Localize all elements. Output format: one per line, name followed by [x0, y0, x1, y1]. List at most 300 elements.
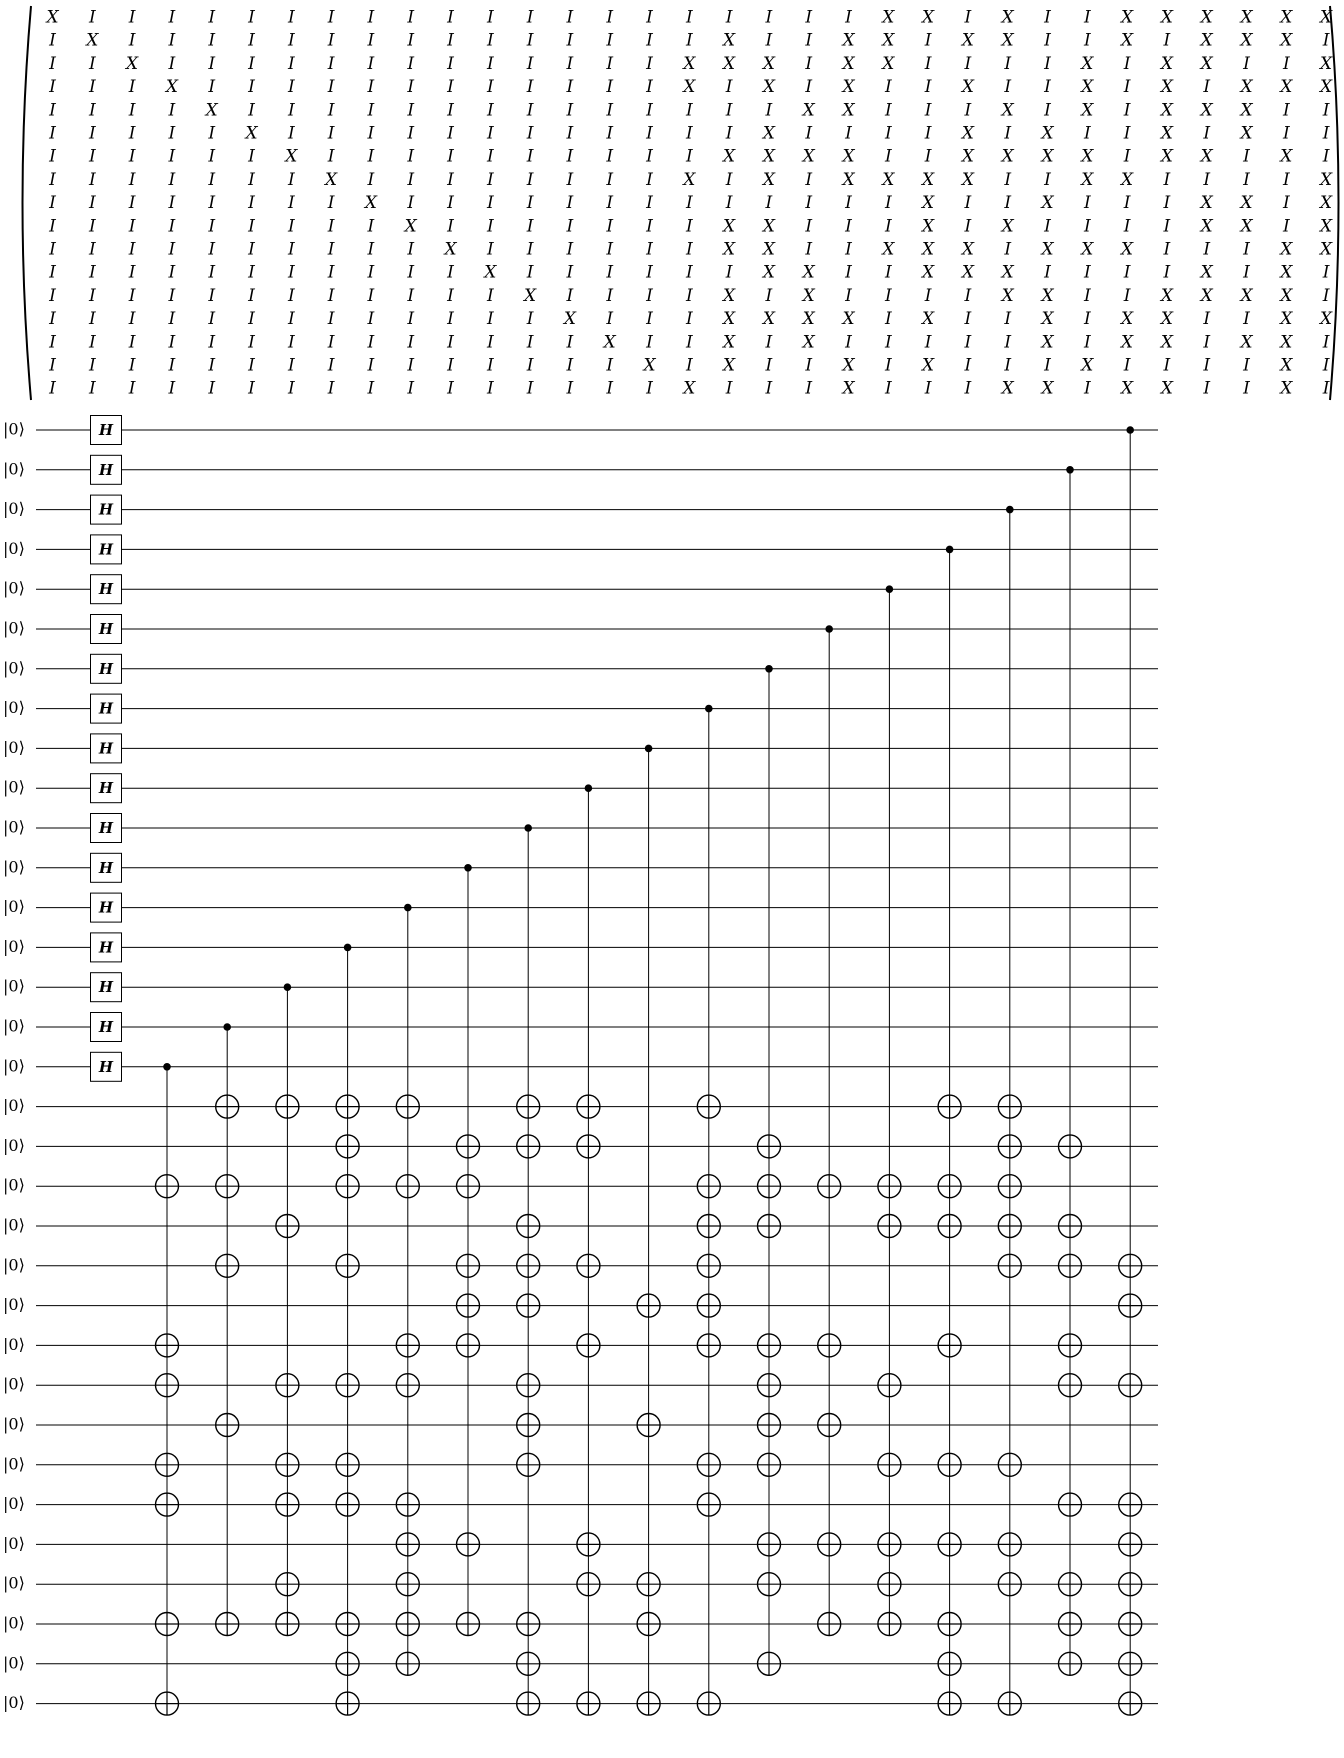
matrix-cell: I [208, 53, 216, 74]
cnot-target [998, 1692, 1021, 1715]
matrix-cell: I [964, 355, 972, 376]
matrix-cell: I [327, 146, 335, 167]
matrix-cell: I [646, 77, 653, 98]
matrix-cell: X [802, 100, 815, 121]
matrix-cell: X [1081, 77, 1094, 98]
matrix-cell: I [447, 53, 454, 74]
wire-label: |0⟩ [3, 1175, 25, 1195]
matrix-cell: I [606, 193, 614, 214]
hadamard-label: H [98, 620, 114, 638]
hadamard-label: H [98, 739, 114, 758]
matrix-cell: X [1001, 100, 1014, 121]
matrix-cell: X [842, 355, 855, 376]
matrix-cell: I [327, 77, 335, 98]
matrix-cell: I [725, 77, 733, 98]
matrix-cell: I [327, 123, 335, 144]
matrix-cell: X [1081, 169, 1094, 190]
matrix-cell: I [128, 378, 136, 399]
matrix-cell: I [88, 285, 96, 306]
matrix-cell: I [526, 355, 534, 376]
matrix-cell: I [128, 262, 136, 283]
matrix-cell: I [526, 169, 534, 190]
matrix-cell: X [882, 7, 895, 28]
matrix-cell: I [407, 30, 415, 51]
cnot-target [276, 1095, 299, 1118]
wire-label: |0⟩ [3, 1334, 25, 1354]
matrix-cell: I [646, 285, 653, 306]
matrix-cell: X [1280, 378, 1293, 399]
matrix-cell: I [884, 285, 892, 306]
matrix-cell: I [964, 53, 972, 74]
matrix-cell: I [805, 77, 813, 98]
control-dot [344, 944, 352, 952]
matrix-cell: I [964, 309, 972, 330]
matrix-cell: X [683, 169, 696, 190]
matrix-cell: I [646, 123, 653, 144]
matrix-cell: I [606, 216, 614, 237]
wire-label: |0⟩ [3, 1494, 25, 1514]
matrix-cell: I [566, 239, 574, 260]
matrix-cell: I [447, 146, 454, 167]
matrix-cell: I [765, 193, 773, 214]
matrix-cell: I [685, 309, 693, 330]
matrix-cell: I [566, 53, 574, 74]
matrix-cell: X [723, 355, 736, 376]
matrix-cell: X [842, 77, 855, 98]
matrix-cell: I [49, 285, 56, 306]
matrix-cell: X [1280, 309, 1293, 330]
matrix-cell: I [765, 285, 773, 306]
cnot-target [637, 1573, 660, 1596]
cnot-target [758, 1135, 781, 1158]
matrix-cell: I [447, 30, 454, 51]
matrix-cell: I [88, 77, 96, 98]
stabilizer-matrix [23, 6, 1339, 400]
matrix-cell: I [287, 262, 295, 283]
matrix-cell: X [1081, 100, 1094, 121]
matrix-cell: I [1243, 378, 1250, 399]
matrix-cell: I [407, 239, 415, 260]
matrix-cell: I [407, 309, 415, 330]
matrix-cell: I [327, 30, 335, 51]
cnot-target [998, 1215, 1021, 1238]
matrix-cell: I [1123, 146, 1131, 167]
matrix-cell: I [1044, 53, 1051, 74]
matrix-cell: I [49, 100, 56, 121]
matrix-cell: X [1041, 378, 1054, 399]
matrix-cell: X [882, 169, 895, 190]
matrix-cell: I [248, 332, 255, 353]
matrix-cell: I [447, 77, 454, 98]
cnot-target [697, 1334, 720, 1357]
cnot-target [818, 1613, 841, 1636]
matrix-cell: I [248, 262, 255, 283]
matrix-cell: I [1203, 332, 1211, 353]
matrix-cell: I [646, 262, 653, 283]
control-dot [404, 904, 412, 912]
matrix-cell: I [88, 262, 96, 283]
cnot-target [758, 1215, 781, 1238]
cnot-target [517, 1414, 540, 1437]
matrix-cell: X [484, 262, 497, 283]
matrix-cell: X [802, 285, 815, 306]
matrix-cell: X [1041, 332, 1054, 353]
matrix-cell: I [1203, 309, 1211, 330]
matrix-cell: I [168, 309, 176, 330]
wire-label: |0⟩ [3, 777, 25, 797]
matrix-cell: I [606, 123, 614, 144]
matrix-cell: I [1004, 77, 1012, 98]
matrix-cell: X [842, 53, 855, 74]
matrix-cell: I [327, 262, 335, 283]
control-dot [1126, 426, 1134, 434]
matrix-cell: I [248, 169, 255, 190]
matrix-cell: I [1004, 193, 1012, 214]
matrix-cell: I [1044, 355, 1051, 376]
matrix-cell: I [765, 30, 773, 51]
cnot-target [878, 1573, 901, 1596]
matrix-cell: X [762, 309, 775, 330]
matrix-cell: I [1004, 355, 1012, 376]
matrix-cell: X [802, 146, 815, 167]
cnot-target [276, 1453, 299, 1476]
matrix-cell: I [526, 239, 534, 260]
matrix-cell: I [1083, 30, 1091, 51]
matrix-cell: I [725, 262, 733, 283]
matrix-cell: I [1004, 123, 1012, 144]
cnot-target [396, 1374, 419, 1397]
matrix-cell: I [606, 77, 614, 98]
cnot-target [457, 1613, 480, 1636]
matrix-cell: X [1240, 7, 1253, 28]
cnot-target [216, 1254, 239, 1277]
matrix-cell: I [964, 7, 972, 28]
matrix-cell: I [49, 77, 56, 98]
matrix-cell: I [1083, 332, 1091, 353]
control-dot [886, 585, 894, 593]
matrix-cell: I [884, 262, 892, 283]
matrix-cell: I [884, 216, 892, 237]
matrix-cell: X [922, 262, 935, 283]
control-dot [765, 665, 773, 673]
matrix-cell: I [486, 355, 494, 376]
matrix-cell: X [683, 77, 696, 98]
matrix-cell: I [168, 7, 176, 28]
matrix-cell: I [447, 7, 454, 28]
cnot-target [758, 1453, 781, 1476]
matrix-cell: X [1121, 309, 1134, 330]
matrix-cell: I [208, 77, 216, 98]
matrix-cell: X [1280, 355, 1293, 376]
matrix-cell: I [526, 100, 534, 121]
matrix-cell: I [49, 378, 56, 399]
matrix-cell: I [606, 355, 614, 376]
wire-label: |0⟩ [3, 1255, 25, 1275]
matrix-cell: I [327, 285, 335, 306]
matrix-cell: X [285, 146, 298, 167]
cnot-target [336, 1175, 359, 1198]
matrix-cell: X [1001, 7, 1014, 28]
matrix-cell: I [88, 239, 96, 260]
matrix-cell: I [566, 146, 574, 167]
cnot-target [517, 1294, 540, 1317]
matrix-cell: I [805, 53, 813, 74]
cnot-target [938, 1692, 961, 1715]
matrix-cell: I [208, 285, 216, 306]
matrix-cell: I [447, 285, 454, 306]
matrix-cell: I [168, 216, 176, 237]
cnot-target [216, 1175, 239, 1198]
matrix-cell: X [1121, 169, 1134, 190]
cnot-target [156, 1175, 179, 1198]
matrix-cell: X [1200, 216, 1213, 237]
matrix-cell: I [924, 332, 932, 353]
matrix-cell: I [208, 169, 216, 190]
matrix-cell: I [924, 123, 932, 144]
matrix-cell: I [168, 123, 176, 144]
matrix-cell: I [1123, 285, 1131, 306]
matrix-cell: I [1322, 285, 1330, 306]
cnot-target [938, 1215, 961, 1238]
wire-label: |0⟩ [3, 857, 25, 877]
cnot-target [396, 1533, 419, 1556]
wire-label: |0⟩ [3, 936, 25, 956]
matrix-cell: X [1001, 146, 1014, 167]
matrix-cell: X [961, 239, 974, 260]
matrix-cell: I [1163, 262, 1171, 283]
cnot-target [818, 1533, 841, 1556]
matrix-cell: X [1081, 53, 1094, 74]
matrix-cell: I [208, 30, 216, 51]
matrix-cell: I [208, 216, 216, 237]
matrix-cell: I [1083, 262, 1091, 283]
matrix-cell: I [168, 239, 176, 260]
matrix-cell: I [845, 239, 852, 260]
matrix-cell: I [526, 262, 534, 283]
cnot-target [517, 1254, 540, 1277]
control-dot [946, 546, 954, 554]
matrix-cell: I [49, 30, 56, 51]
matrix-cell: I [287, 169, 295, 190]
matrix-cell: I [606, 146, 614, 167]
cnot-target [998, 1533, 1021, 1556]
matrix-cell: I [884, 146, 892, 167]
cnot-target [396, 1175, 419, 1198]
matrix-cell: I [447, 355, 454, 376]
matrix-cell: I [287, 216, 295, 237]
matrix-cell: I [49, 193, 56, 214]
wire-label: |0⟩ [3, 538, 25, 558]
matrix-cell: I [287, 77, 295, 98]
matrix-cell: I [49, 332, 56, 353]
cnot-target [697, 1175, 720, 1198]
matrix-cell: I [486, 239, 494, 260]
matrix-cell: I [407, 332, 415, 353]
matrix-cell: I [88, 355, 96, 376]
matrix-cell: I [287, 100, 295, 121]
matrix-cell: I [1004, 239, 1012, 260]
matrix-cell: X [1200, 146, 1213, 167]
matrix-cell: I [49, 216, 56, 237]
matrix-cell: I [248, 285, 255, 306]
cnot-target [878, 1613, 901, 1636]
cnot-target [998, 1135, 1021, 1158]
matrix-cell: X [1121, 378, 1134, 399]
cnot-target [276, 1613, 299, 1636]
matrix-cell: X [1121, 239, 1134, 260]
matrix-cell: X [1001, 30, 1014, 51]
matrix-cell: X [1041, 193, 1054, 214]
matrix-cell: X [126, 53, 139, 74]
matrix-cell: I [1163, 169, 1171, 190]
matrix-cell: I [725, 378, 733, 399]
matrix-cell: I [128, 216, 136, 237]
matrix-cell: I [168, 53, 176, 74]
matrix-cell: I [1163, 216, 1171, 237]
matrix-cell: X [1121, 30, 1134, 51]
matrix-cell: I [447, 193, 454, 214]
control-dot [825, 625, 833, 633]
matrix-cell: I [805, 216, 813, 237]
matrix-cell: I [128, 332, 136, 353]
matrix-cell: I [765, 378, 773, 399]
cnot-target [878, 1374, 901, 1397]
matrix-cell: I [486, 216, 494, 237]
matrix-cell: I [128, 193, 136, 214]
matrix-cell: X [1041, 285, 1054, 306]
cnot-target [697, 1294, 720, 1317]
hadamard-label: H [98, 500, 114, 519]
matrix-cell: I [1083, 309, 1091, 330]
wire-label: |0⟩ [3, 459, 25, 479]
cnot-target [637, 1692, 660, 1715]
cnot-target [998, 1573, 1021, 1596]
matrix-cell: I [964, 193, 972, 214]
matrix-cell: X [1160, 309, 1173, 330]
matrix-cell: I [128, 355, 136, 376]
matrix-cell: I [526, 30, 534, 51]
matrix-cell: I [845, 7, 852, 28]
cnot-target [517, 1652, 540, 1675]
cnot-target [577, 1533, 600, 1556]
matrix-cell: I [1282, 100, 1290, 121]
matrix-cell: I [248, 100, 255, 121]
cnot-target [1119, 1692, 1142, 1715]
cnot-target [577, 1135, 600, 1158]
matrix-cell: I [845, 262, 852, 283]
matrix-cell: X [1280, 146, 1293, 167]
matrix-cell: X [922, 7, 935, 28]
cnot-target [758, 1533, 781, 1556]
matrix-cell: X [46, 7, 59, 28]
cnot-target [637, 1613, 660, 1636]
matrix-cell: I [1083, 193, 1091, 214]
matrix-cell: I [248, 53, 255, 74]
matrix-cell: X [1160, 53, 1173, 74]
matrix-cell: I [168, 262, 176, 283]
matrix-cell: I [845, 216, 852, 237]
matrix-cell: I [845, 193, 852, 214]
cnot-target [878, 1453, 901, 1476]
matrix-cell: X [1001, 378, 1014, 399]
matrix-cell: I [447, 309, 454, 330]
matrix-cell: I [168, 30, 176, 51]
cnot-target [818, 1414, 841, 1437]
matrix-cell: I [1243, 262, 1250, 283]
matrix-cell: I [128, 77, 136, 98]
matrix-cell: I [566, 100, 574, 121]
matrix-cell: I [208, 7, 216, 28]
matrix-cell: I [208, 193, 216, 214]
matrix-cell: I [884, 193, 892, 214]
matrix-cell: I [646, 239, 653, 260]
matrix-cell: I [606, 378, 614, 399]
matrix-cell: I [1044, 77, 1051, 98]
matrix-cell: I [765, 100, 773, 121]
matrix-cell: I [1123, 123, 1131, 144]
matrix-cell: X [563, 309, 576, 330]
matrix-cell: X [882, 30, 895, 51]
matrix-cell: I [884, 332, 892, 353]
matrix-cell: I [1083, 216, 1091, 237]
matrix-cell: I [805, 355, 813, 376]
wire-label: |0⟩ [3, 1533, 25, 1553]
matrix-cell: I [447, 378, 454, 399]
matrix-cell: I [1322, 262, 1330, 283]
matrix-cell: I [208, 262, 216, 283]
matrix-cell: I [407, 100, 415, 121]
matrix-cell: I [924, 30, 932, 51]
cnot-target [336, 1095, 359, 1118]
matrix-cell: X [325, 169, 338, 190]
matrix-cell: I [884, 100, 892, 121]
matrix-cell: X [723, 309, 736, 330]
cnot-target [1059, 1652, 1082, 1675]
matrix-cell: I [327, 239, 335, 260]
matrix-cell: X [762, 169, 775, 190]
cnot-target [577, 1254, 600, 1277]
matrix-cell: I [606, 30, 614, 51]
matrix-cell: X [762, 123, 775, 144]
cnot-target [1119, 1374, 1142, 1397]
matrix-cell: I [367, 77, 375, 98]
matrix-cell: I [248, 216, 255, 237]
wire-label: |0⟩ [3, 1135, 25, 1155]
matrix-cell: I [208, 123, 216, 144]
hadamard-label: H [98, 1057, 114, 1076]
matrix-cell: X [1160, 100, 1173, 121]
cnot-target [517, 1374, 540, 1397]
hadamard-label: H [98, 898, 114, 917]
wire-label: |0⟩ [3, 976, 25, 996]
matrix-cell: I [765, 7, 773, 28]
matrix-cell: I [407, 146, 415, 167]
cnot-target [1059, 1573, 1082, 1596]
matrix-cell: X [762, 216, 775, 237]
matrix-cell: I [845, 332, 852, 353]
matrix-cell: X [1320, 53, 1333, 74]
matrix-cell: I [1243, 239, 1250, 260]
matrix-cell: I [208, 378, 216, 399]
cnot-target [878, 1215, 901, 1238]
matrix-cell: I [646, 169, 653, 190]
matrix-cell: I [1203, 169, 1211, 190]
matrix-cell: I [447, 100, 454, 121]
matrix-cell: I [128, 7, 136, 28]
matrix-cell: I [208, 332, 216, 353]
hadamard-label: H [98, 540, 114, 559]
matrix-cell: I [1083, 7, 1091, 28]
